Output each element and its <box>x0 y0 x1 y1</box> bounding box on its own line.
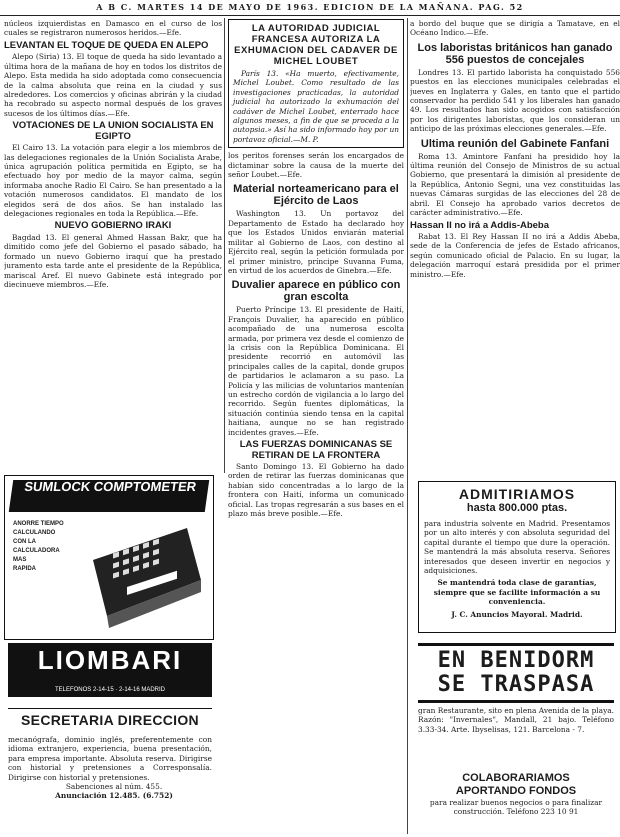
headline-laos: Material norteamericano para el Ejército de Laos <box>233 183 399 208</box>
ad-secretaria-title: SECRETARIA DIRECCION <box>8 708 212 731</box>
header-rule <box>0 15 620 16</box>
column-left <box>4 19 222 472</box>
article-continuation: los peritos forenses serán los encargados de dictaminar sobre la causa de la muerte del señor Loubet.—Efe. <box>228 151 404 180</box>
headline-union-socialista: VOTACIONES DE LA UNION SOCIALISTA EN EGIPTO <box>12 120 214 142</box>
ad-admit-sub: hasta 800.000 ptas. <box>466 502 568 514</box>
column-right <box>410 19 620 479</box>
column-middle <box>228 19 404 837</box>
ad-line: CALCULANDO <box>13 530 56 536</box>
article-body: Roma 13. Amintore Fanfani ha presidido hoy la última reunión del Consejo de Ministros de su actual Gobierno, que presentará la dimisión al presidente de la República, Antonio Segni, una vez constituidas las nuevas Cámaras surgidas de las elecciones del 28 de abril. El Consejo ha aprobado varios decretos de carácter administrativo.—Efe. <box>410 151 620 218</box>
ad-colab-line2: APORTANDO FONDOS <box>455 785 577 797</box>
article-body: Santo Domingo 13. El Gobierno ha dado orden de retirar las fuerzas dominicanas que habían sido concentradas a lo largo de la frontera con Haití, informa un comunicado oficial. Las tropas regresarán a sus bases en el plazo más breve posible.—Efe. <box>228 462 404 519</box>
ad-liombari-brand: LIOMBARI <box>8 643 212 685</box>
headline-toque-queda: LEVANTAN EL TOQUE DE QUEDA EN ALEPO <box>4 39 209 51</box>
ad-colaborariamos <box>418 772 614 834</box>
ad-sumlock-frame <box>4 475 214 640</box>
ad-line: CALCULADORA <box>13 548 60 554</box>
article-intro: núcleos izquierdistas en Damasco en el curso de los cuales se registraron numerosos heridos.—Efe. <box>4 19 222 38</box>
headline-loubet: LA AUTORIDAD JUDICIAL FRANCESA AUTORIZA LA EXHUMACION DEL CADAVER DE MICHEL LOUBET <box>234 23 398 67</box>
article-body: París 13. «Ha muerto, efectivamente, Michel Loubet. Como resultado de las investigaciones practicadas, la autoridad judicial ha autorizado la exhumación del cadáver de Michel Loubet, enterrado hace algunos meses, a fin de que se proceda a la autopsia.» Así ha sido informado hoy por un portavoz oficial.—M. P. <box>233 69 399 144</box>
article-body: Alepo (Siria) 13. El toque de queda ha sido levantado a última hora de la mañana de hoy en todos los distritos de Alepo. Esta medida ha sido adoptada como consecuencia de la calma absoluta que reina en la ciudad y sus alrededores. Los comercios y oficinas abrirán y la ciudad ha recobrado su aspecto normal después de los graves sucesos de los últimos días.—Efe. <box>4 52 222 118</box>
ad-secretaria-body <box>8 735 212 801</box>
ad-body: para industria solvente en Madrid. Presentamos por un alto interés y con absoluta seguridad del capital durante el tiempo que dure la operación. Se mantendrá la más absoluta reserva. Señores interesados que deseen invertir en negocios y adquisiciones. <box>424 519 610 576</box>
ad-sumlock-title: SUMLOCK COMPTOMETER <box>9 480 209 512</box>
column-divider <box>407 18 408 834</box>
ad-liombari-sub: TELEFONOS 2-14-15 · 2-14-16 MADRID <box>8 685 212 697</box>
article-intro: a bordo del buque que se dirigía a Tamatave, en el Océano Indico.—Efe. <box>410 19 620 38</box>
ad-admitiriamos <box>418 481 616 633</box>
headline-hassan: Hassan II no irá a Addis-Abeba <box>410 219 550 231</box>
ad-benidorm <box>418 640 614 768</box>
ad-line: ANORRE TIEMPO <box>13 521 64 527</box>
article-body: Washington 13. Un portavoz del Departamento de Estado ha declarado hoy que los Estados Unidos enviarán material militar al Gobierno de Laos, con destino al Ejército real, según la petición formulada por el primer ministro, príncipe Suvanna Fuma, en virtud de los acuerdos de Ginebra.—Efe. <box>228 209 404 275</box>
ad-line: MAS <box>13 557 27 563</box>
ad-admit-content <box>419 519 615 619</box>
article-body: El Cairo 13. La votación para elegir a los miembros de las delegaciones regionales de la Unión Socialista Arabe, única agrupación política permitida en Egipto, se ha efectuado hoy por medio de la mayor calma, según informaba anoche Radio El Cairo. Se han presentado a la votación numerosos candidatos. El mandato de los elegidos será de dos años. Se han instalado las delegaciones regionales en toda la República.—Efe. <box>4 143 222 218</box>
ad-sumlock <box>4 475 216 835</box>
article-body: Londres 13. El partido laborista ha conquistado 556 puestos en las elecciones municipales celebradas el jueves en Inglaterra y Gales, en tanto que el partido conservador ha perdido 541 y los liberales han ganado 49. Los resultados han sido acogidos con satisfacción por los dirigentes laboristas, que los consideran un anticipo de las próximas elecciones generales.—Efe. <box>410 67 620 134</box>
headline-gobierno-iraki: NUEVO GOBIERNO IRAKI <box>54 220 172 232</box>
article-body: Bagdad 13. El general Ahmed Hassan Bakr, que ha dimitido como jefe del Gobierno el pasado sábado, ha formado un nuevo Gobierno iraquí que ha prestado juramento esta tarde ante el presidente de la República, mariscal Aref. El nuevo Gabinete está integrado por diecinueve miembros.—Efe. <box>4 232 222 289</box>
calculator-illustration <box>87 520 205 632</box>
ad-ref: Sabenciones al núm. 455. <box>65 782 163 792</box>
divider <box>418 643 614 646</box>
ad-body: gran Restaurante, sito en plena Avenida de la playa. Razón: "Invernales", Mandall, 21 bajo. Teléfono 3.33-34. Arte. Ibyselisas, 121. Barcelona - 7. <box>418 706 614 734</box>
page-header: A B C. MARTES 14 DE MAYO DE 1963. EDICION DE LA MAÑANA. PAG. 52 <box>96 2 524 12</box>
ad-body: mecanógrafa, dominio inglés, preferentemente con idioma extranjero, experiencia, buena presentación, para empresa importante. Absoluta reserva. Dirigirse con historial y pretensiones a Corresponsalía. Dirigirse con historial y pretensiones. <box>8 735 212 782</box>
ad-contact: J. C. Anuncios Mayoral. Madrid. <box>451 609 583 619</box>
ad-note: Se mantendrá toda clase de garantías, siempre que se facilite información a su conveniencia. <box>433 578 601 607</box>
headline-laboristas: Los laboristas británicos han ganado 556 puestos de concejales <box>417 41 613 66</box>
ad-colab-line1: COLABORARIAMOS <box>462 772 570 784</box>
ad-line: RAPIDA <box>13 566 37 572</box>
divider <box>418 700 614 703</box>
ad-admit-title: ADMITIRIAMOS <box>458 486 576 502</box>
ad-body: para realizar buenos negocios o para finalizar construcción. Teléfono 223 10 91 <box>429 798 603 817</box>
article-body: Puerto Príncipe 13. El presidente de Haití, François Duvalier, ha aparecido en público acompañado de una numerosa escolta armada, por primera vez desde el comienzo de la crisis con la República Dominicana. El presidente recorrió en automóvil las principales calles de la capital, donde grupos de partidarios le aclamaron a su paso. La Policía y las milicias de voluntarios mantenían un estrecho cordón de vigilancia a lo largo del recorrido. Según fuentes diplomáticas, la situación continúa siendo tensa en la capital haitiana, aunque no se han registrado incidentes graves.—Efe. <box>228 305 404 437</box>
headline-duvalier: Duvalier aparece en público con gran escolta <box>231 279 401 304</box>
boxed-article <box>228 19 404 148</box>
column-divider <box>224 18 225 473</box>
headline-fuerzas-dominicanas: LAS FUERZAS DOMINICANAS SE RETIRAN DE LA FRONTERA <box>239 439 393 461</box>
headline-fanfani: Ultima reunión del Gabinete Fanfani <box>420 137 610 150</box>
ad-benidorm-line1: EN BENIDORM <box>437 648 595 673</box>
ad-ref: Anunciación 12.485. (6.752) <box>55 791 173 801</box>
ad-benidorm-line2: SE TRASPASA <box>437 672 595 697</box>
ad-sumlock-lines <box>13 520 83 574</box>
article-body: Rabat 13. El Rey Hassan II no irá a Addis Abeba, sede de la Conferencia de jefes de Estado africanos, según comunicado oficial de Palacio. En su lugar, la delegación marroquí estará presidida por el primer ministro.—Efe. <box>410 232 620 279</box>
ad-line: CON LA <box>13 539 36 545</box>
